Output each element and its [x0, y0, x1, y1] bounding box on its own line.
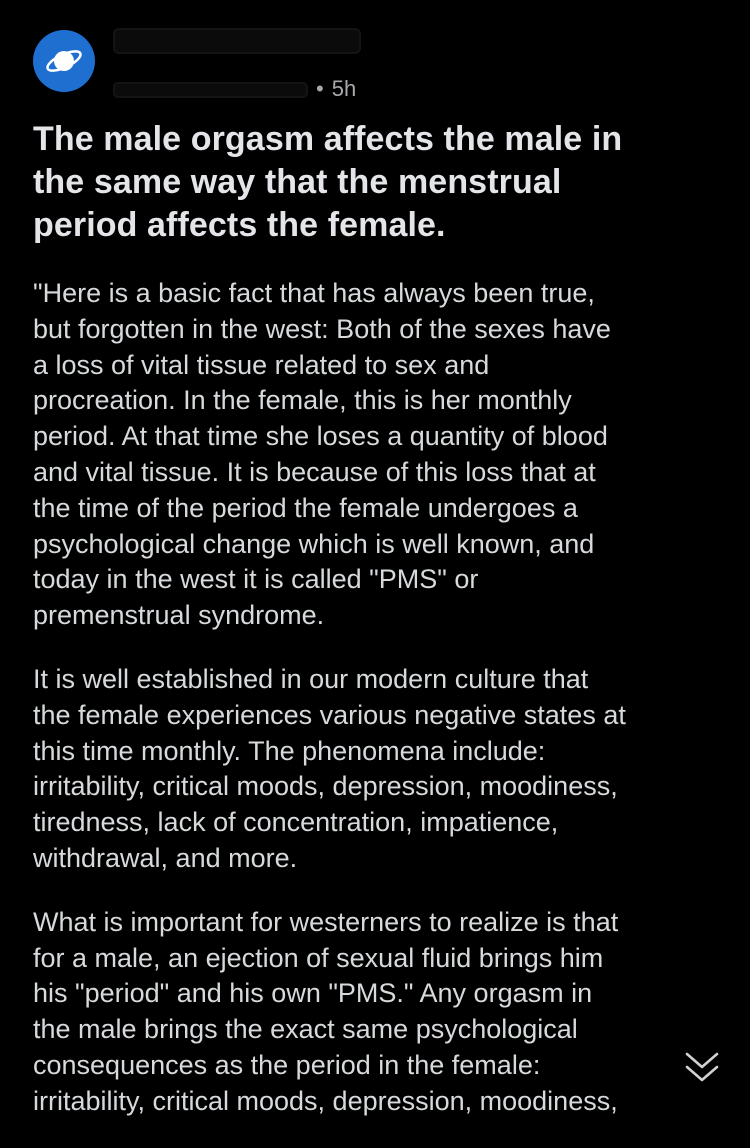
- body-line: withdrawal, and more.: [33, 842, 298, 873]
- body-line: consequences as the period in the female:: [33, 1049, 541, 1080]
- post-body: [33, 276, 718, 1148]
- redacted-author-name: [113, 28, 361, 54]
- body-line: for a male, an ejection of sexual fluid brings him: [33, 942, 604, 973]
- body-line: It is well established in our modern culture that: [33, 663, 589, 694]
- body-line: and vital tissue. It is because of this loss that at: [33, 456, 596, 487]
- community-avatar[interactable]: [33, 30, 95, 92]
- body-line: tiredness, lack of concentration, impatience,: [33, 807, 559, 838]
- body-line: premenstrual syndrome.: [33, 600, 325, 631]
- time-separator: •: [316, 76, 324, 101]
- body-line: a loss of vital tissue related to sex and: [33, 349, 490, 380]
- body-line: What is important for westerners to realize is that: [33, 906, 619, 937]
- post-age: [316, 76, 356, 102]
- body-line: his "period" and his own "PMS." Any orgasm in: [33, 978, 593, 1009]
- body-line: irritability, critical moods, depression, moodiness,: [33, 1085, 618, 1116]
- body-line: irritability, critical moods, depression, moodiness,: [33, 771, 618, 802]
- post-title[interactable]: [33, 118, 713, 247]
- body-paragraph: [33, 905, 718, 1120]
- body-line: psychological change which is well known, and: [33, 528, 595, 559]
- body-line: today in the west it is called "PMS" or: [33, 564, 479, 595]
- body-line: the female experiences various negative states at: [33, 699, 626, 730]
- body-line: but forgotten in the west: Both of the sexes have: [33, 313, 611, 344]
- body-line: procreation. In the female, this is her monthly: [33, 385, 572, 416]
- body-line: the time of the period the female undergoes a: [33, 492, 578, 523]
- redacted-community-name: [113, 82, 308, 98]
- body-paragraph: [33, 662, 718, 877]
- title-line: The male orgasm affects the male in: [33, 120, 623, 158]
- title-line: the same way that the menstrual: [33, 163, 562, 201]
- post-header: [33, 24, 730, 101]
- body-line: the male brings the exact same psychological: [33, 1014, 578, 1045]
- double-chevron-down-icon: [683, 1050, 721, 1086]
- body-line: this time monthly. The phenomena include:: [33, 735, 546, 766]
- body-line: period. At that time she loses a quantity of blood: [33, 421, 608, 452]
- post-time: 5h: [331, 76, 357, 101]
- planet-icon: [44, 41, 84, 81]
- body-line: "Here is a basic fact that has always been true,: [33, 278, 595, 308]
- body-paragraph: [33, 276, 718, 634]
- collapse-button[interactable]: [682, 1048, 722, 1088]
- title-line: period affects the female.: [33, 206, 446, 244]
